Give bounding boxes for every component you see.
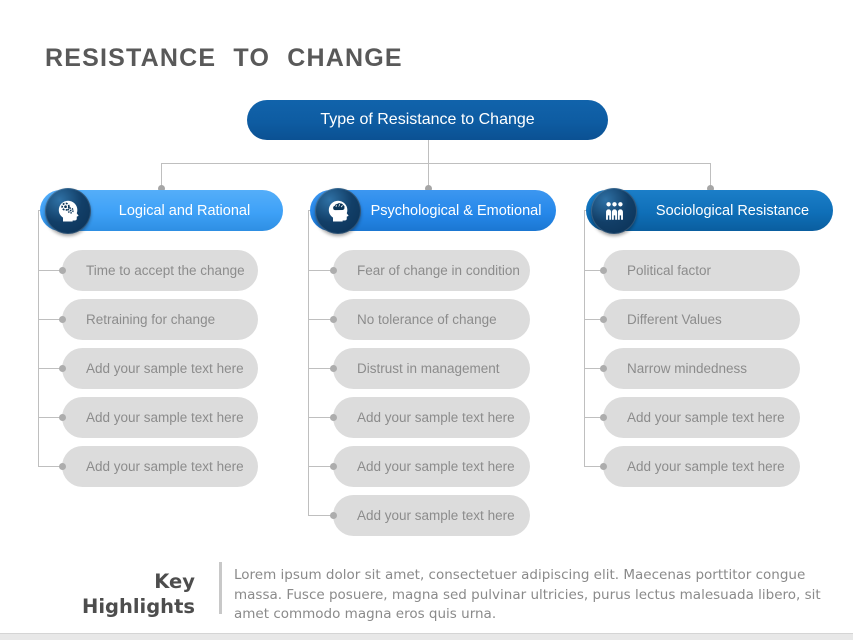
footer-strip (0, 633, 853, 640)
child-node (603, 348, 800, 389)
child-node (603, 250, 800, 291)
child-label: Add your sample text here (86, 459, 244, 474)
branch-header-psychological (310, 190, 556, 231)
connector-horizontal (161, 163, 711, 164)
child-node (333, 250, 530, 291)
child-label: Add your sample text here (357, 459, 515, 474)
people-group-icon (591, 188, 637, 234)
child-label: Time to accept the change (86, 263, 245, 278)
child-label: Narrow mindedness (627, 361, 748, 376)
branch-trunk-line (584, 210, 585, 466)
child-label: Political factor (627, 263, 712, 278)
child-label: Distrust in management (357, 361, 500, 376)
child-label: Add your sample text here (627, 410, 785, 425)
page-title: RESISTANCE TO CHANGE (45, 44, 403, 72)
child-node (62, 299, 258, 340)
child-label: No tolerance of change (357, 312, 497, 327)
child-label: Add your sample text here (86, 410, 244, 425)
branch-label: Sociological Resistance (655, 202, 810, 219)
branch-children (333, 250, 530, 544)
root-node-label: Type of Resistance to Change (320, 111, 535, 128)
child-node (603, 446, 800, 487)
child-label: Add your sample text here (357, 410, 515, 425)
child-node (603, 299, 800, 340)
child-node (333, 495, 530, 536)
child-node (333, 397, 530, 438)
branch-trunk-line (308, 210, 309, 515)
key-highlights-body: Lorem ipsum dolor sit amet, consectetuer adipiscing elit. Maecenas porttitor congue massa. Fusce posuere, magna sed pulvinar ultricies, purus lectus malesuada libero, sit amet commodo magna eros quis urna. (234, 567, 821, 623)
child-node (62, 348, 258, 389)
root-node-type-of-resistance (247, 100, 608, 140)
child-node (333, 299, 530, 340)
branch-label: Logical and Rational (118, 202, 251, 219)
key-highlights-heading: Key Highlights (82, 570, 195, 619)
child-label: Add your sample text here (86, 361, 244, 376)
child-node (62, 250, 258, 291)
child-label: Retraining for change (86, 312, 216, 327)
branch-header-sociological (586, 190, 833, 231)
branch-header-logical (40, 190, 283, 231)
child-node (603, 397, 800, 438)
child-label: Different Values (627, 312, 722, 327)
child-node (62, 397, 258, 438)
key-highlights-divider (219, 562, 222, 614)
branch-label: Psychological & Emotional (370, 202, 542, 219)
child-node (333, 348, 530, 389)
connector-root-vertical (428, 140, 429, 188)
child-label: Fear of change in condition (357, 263, 520, 278)
head-gears-icon (45, 188, 91, 234)
child-label: Add your sample text here (627, 459, 785, 474)
head-brain-icon (315, 188, 361, 234)
child-label: Add your sample text here (357, 508, 515, 523)
branch-children (62, 250, 258, 495)
child-node (333, 446, 530, 487)
branch-children (603, 250, 800, 495)
child-node (62, 446, 258, 487)
branch-trunk-line (38, 210, 39, 466)
